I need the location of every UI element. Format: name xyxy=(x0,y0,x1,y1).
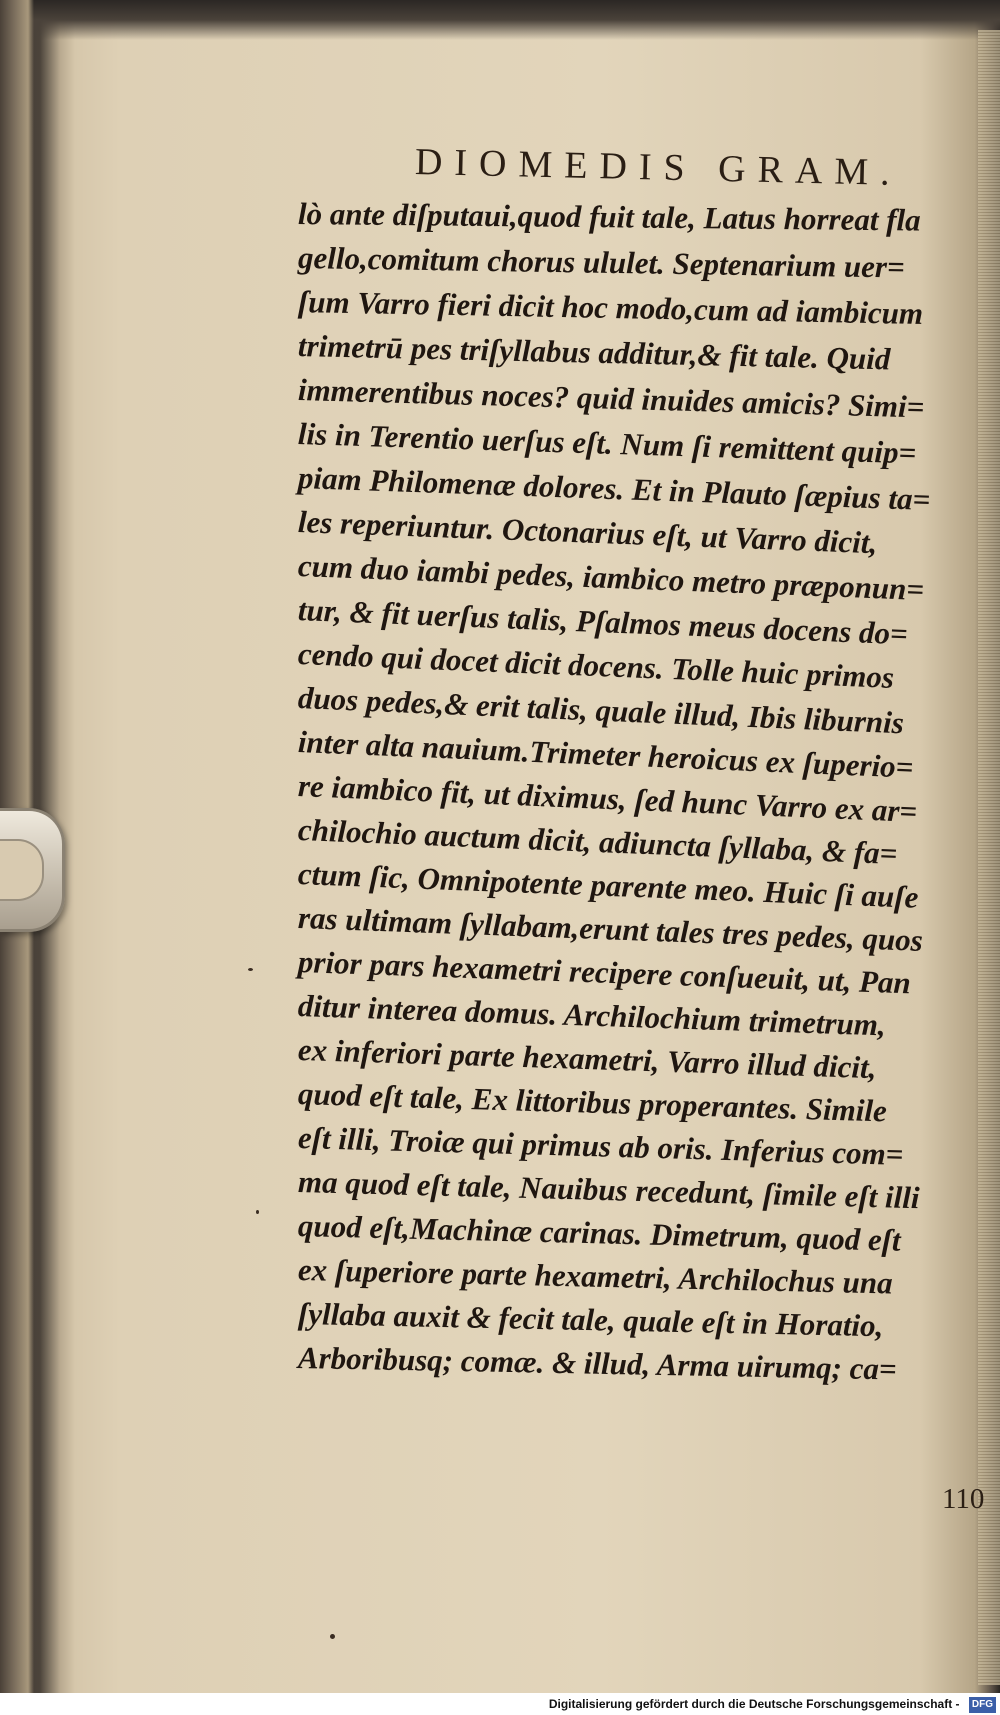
text-line: lis in Terentio uerſus eſt. Num ſi remittent quip= xyxy=(297,416,917,471)
text-line: chilochio auctum dicit, adiuncta ſyllaba, & fa= xyxy=(297,812,899,872)
text-line: ras ultimam ſyllabam,erunt tales tres pedes, quos xyxy=(297,900,924,958)
body-text xyxy=(297,192,998,1387)
text-line: immerentibus noces? quid inuides amicis? Simi= xyxy=(297,372,925,425)
text-line: quod eſt tale, Ex littoribus properantes. Simile xyxy=(297,1076,888,1129)
text-line: piam Philomenæ dolores. Et in Plauto ſæpius ta= xyxy=(297,460,931,518)
text-line: duos pedes,& erit talis, quale illud, Ibis liburnis xyxy=(297,680,905,741)
ink-speck xyxy=(256,1210,259,1214)
ink-speck xyxy=(330,1634,335,1639)
text-line: ma quod eſt tale, Nauibus recedunt, ſimile eſt illi xyxy=(297,1164,920,1216)
top-shadow xyxy=(0,0,1000,40)
text-line: cendo qui docet dicit docens. Tolle huic primos xyxy=(297,636,895,695)
clasp-icon xyxy=(0,808,65,932)
text-line: ditur interea domus. Archilochium trimetrum, xyxy=(297,988,887,1043)
text-line: ſum Varro fieri dicit hoc modo,cum ad iambicum xyxy=(297,284,924,331)
text-line: prior pars hexametri recipere conſueuit, ut, Pan xyxy=(297,944,912,1001)
text-line: Arboribusq; comæ. & illud, Arma uirumq; ca= xyxy=(297,1340,897,1387)
dfg-logo: DFG xyxy=(969,1697,996,1713)
text-line: ex ſuperiore parte hexametri, Archilochus una xyxy=(297,1252,894,1301)
footer-credit: Digitalisierung gefördert durch die Deutsche Forschungsgemeinschaft - xyxy=(548,1697,960,1711)
ink-speck xyxy=(248,968,253,971)
text-line: ex inferiori parte hexametri, Varro illud dicit, xyxy=(297,1032,877,1086)
text-line: inter alta nauium.Trimeter heroicus ex ſuperio= xyxy=(297,724,915,785)
text-line: lò ante diſputaui,quod fuit tale, Latus horreat fla xyxy=(297,196,921,238)
text-line: re iambico fit, ut diximus, ſed hunc Varro ex ar= xyxy=(297,768,918,829)
text-line: tur, & fit uerſus talis, Pſalmos meus docens do= xyxy=(297,592,909,652)
page-number: 110 xyxy=(942,1483,985,1515)
text-line: ſyllaba auxit & fecit tale, quale eſt in Horatio, xyxy=(297,1296,884,1344)
text-line: ctum ſic, Omnipotente parente meo. Huic ſi auſe xyxy=(297,856,920,915)
digitization-footer xyxy=(0,1693,1000,1715)
running-title: DIOMEDIS GRAM. xyxy=(414,141,903,195)
text-line: les reperiuntur. Octonarius eſt, ut Varro dicit, xyxy=(297,504,878,561)
text-line: quod eſt,Machinæ carinas. Dimetrum, quod eſt xyxy=(297,1208,902,1258)
text-line: trimetrū pes triſyllabus additur,& fit tale. Quid xyxy=(297,328,891,377)
text-line: eſt illi, Troiæ qui primus ab oris. Inferius com= xyxy=(297,1120,904,1172)
text-line: gello,comitum chorus ululet. Septenarium uer= xyxy=(297,240,905,285)
text-line: cum duo iambi pedes, iambico metro præponun= xyxy=(297,548,925,608)
